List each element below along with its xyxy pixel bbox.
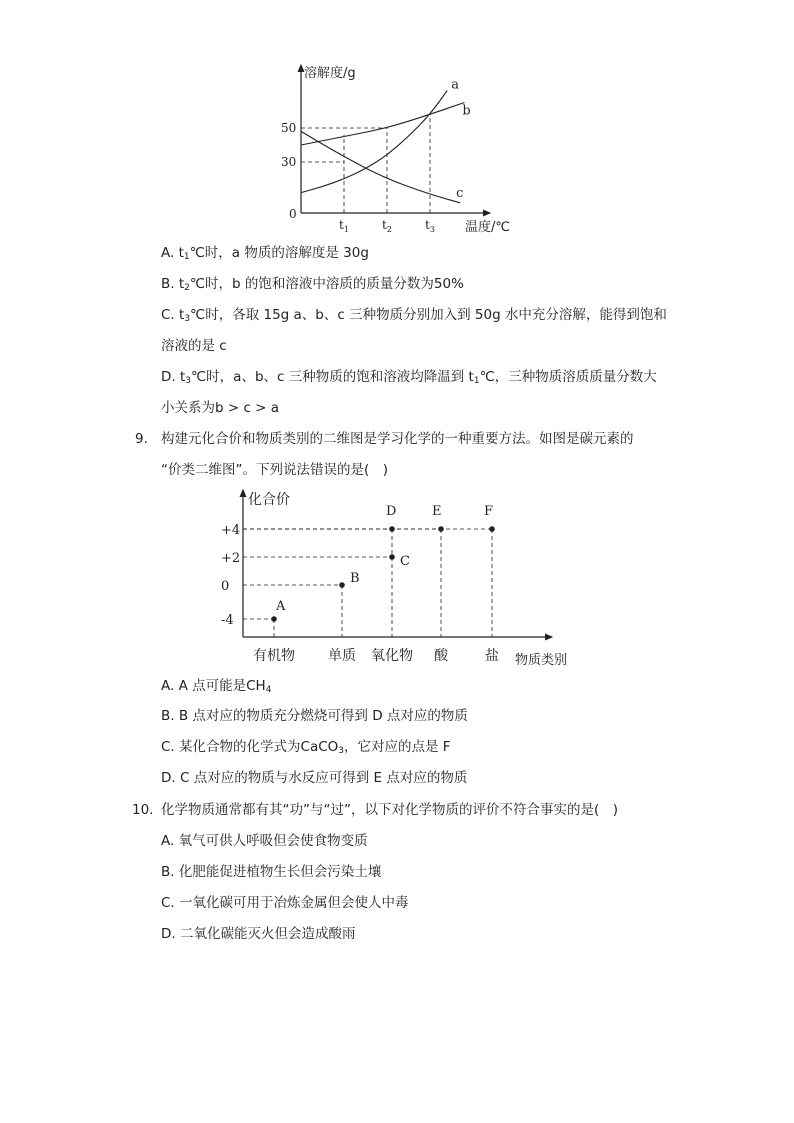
q9-option-a: A. A 点可能是$CH_4$ <box>161 678 272 695</box>
sol-origin-label: 0 <box>289 207 297 221</box>
sol-guide-lines <box>301 114 430 213</box>
q8-option-a: A. $t_1℃$时，a 物质的溶解度是 30g <box>161 245 369 262</box>
val-y-tick-+4: +4 <box>221 523 241 538</box>
q9-stem-line2: “价类二维图”。下列说法错误的是( ) <box>161 462 389 478</box>
val-x-tick-2: 氧化物 <box>371 648 413 664</box>
val-points-group <box>271 504 495 622</box>
q8-option-d: D. $t_3℃$时，a、b、c 三种物质的饱和溶液均降温到 $t_1℃$，三种物质溶质质量分数大 <box>161 369 657 386</box>
sol-curve-b <box>301 103 464 146</box>
val-point-label-F: F <box>484 504 494 519</box>
val-point-E <box>438 526 444 532</box>
q8-option-c-cont: 溶液的是 c <box>161 338 227 354</box>
val-y-tick-0: 0 <box>221 579 230 594</box>
q8-option-c: C. $t_3℃$时，各取 15g a、b、c 三种物质分别加入到 50g 水中充分溶解，能得到饱和 <box>161 307 667 324</box>
sol-curve-label-c: c <box>456 185 464 201</box>
sol-curve-a <box>301 91 447 193</box>
val-x-label: 物质类别 <box>515 653 568 668</box>
solubility-chart <box>0 55 794 295</box>
sol-curve-c <box>301 131 460 202</box>
q9-stem-line1: 构建元化合价和物质类别的二维图是学习化学的一种重要方法。如图是碳元素的 <box>161 431 634 447</box>
sol-curve-label-a: a <box>451 77 459 93</box>
val-point-label-E: E <box>432 504 442 519</box>
sol-x-tick-t1: $t_1$ <box>339 218 349 234</box>
sol-series-group <box>301 78 471 203</box>
val-y-label: 化合价 <box>248 492 290 508</box>
q9-option-c: C. 某化合物的化学式为CaCO$_3$，它对应的点是 F <box>161 739 451 756</box>
q10-option-a: A. 氧气可供人呼吸但会使食物变质 <box>161 833 368 849</box>
sol-y-tick-30: 30 <box>281 155 297 169</box>
q8-option-d-cont: 小关系为b > c > a <box>161 400 280 416</box>
val-tick-labels <box>221 523 499 664</box>
q9-option-d: D. C 点对应的物质与水反应可得到 E 点对应的物质 <box>161 770 468 786</box>
val-y-tick--4: -4 <box>221 613 234 628</box>
q10-option-d: D. 二氧化碳能灭火但会造成酸雨 <box>161 926 356 942</box>
val-y-tick-+2: +2 <box>221 551 241 566</box>
val-point-label-A: A <box>276 599 286 614</box>
q9-number: 9. <box>135 431 148 447</box>
val-x-tick-4: 盐 <box>485 648 499 664</box>
val-point-C <box>389 554 395 560</box>
q10-stem: 化学物质通常都有其“功”与“过”，以下对化学物质的评价不符合事实的是( ) <box>161 802 619 818</box>
q9-option-b: B. B 点对应的物质充分燃烧可得到 D 点对应的物质 <box>161 708 468 724</box>
val-point-label-C: C <box>400 554 410 569</box>
val-guide-lines <box>243 529 492 637</box>
val-point-D <box>389 526 395 532</box>
q10-option-b: B. 化肥能促进植物生长但会污染土壤 <box>161 864 382 880</box>
sol-x-label: 温度/℃ <box>465 220 510 235</box>
val-point-F <box>489 526 495 532</box>
val-point-A <box>271 616 277 622</box>
valence-chart <box>0 484 794 674</box>
q10-option-c: C. 一氧化碳可用于冶炼金属但会使人中毒 <box>161 895 409 911</box>
sol-y-label: 溶解度/g <box>304 66 356 81</box>
sol-x-tick-t2: $t_2$ <box>382 218 392 234</box>
q10-number: 10. <box>132 802 154 818</box>
val-point-label-D: D <box>386 504 397 519</box>
sol-tick-labels <box>281 121 435 234</box>
q8-option-b: B. $t_2℃$时，b 的饱和溶液中溶质的质量分数为50% <box>161 276 464 293</box>
sol-curve-label-b: b <box>462 103 471 119</box>
val-x-tick-1: 单质 <box>328 648 356 664</box>
val-point-label-B: B <box>350 571 360 586</box>
sol-y-tick-50: 50 <box>281 121 297 135</box>
val-x-tick-0: 有机物 <box>253 648 295 664</box>
sol-x-tick-t3: $t_3$ <box>425 218 435 234</box>
val-point-B <box>339 582 345 588</box>
val-x-tick-3: 酸 <box>434 648 448 664</box>
